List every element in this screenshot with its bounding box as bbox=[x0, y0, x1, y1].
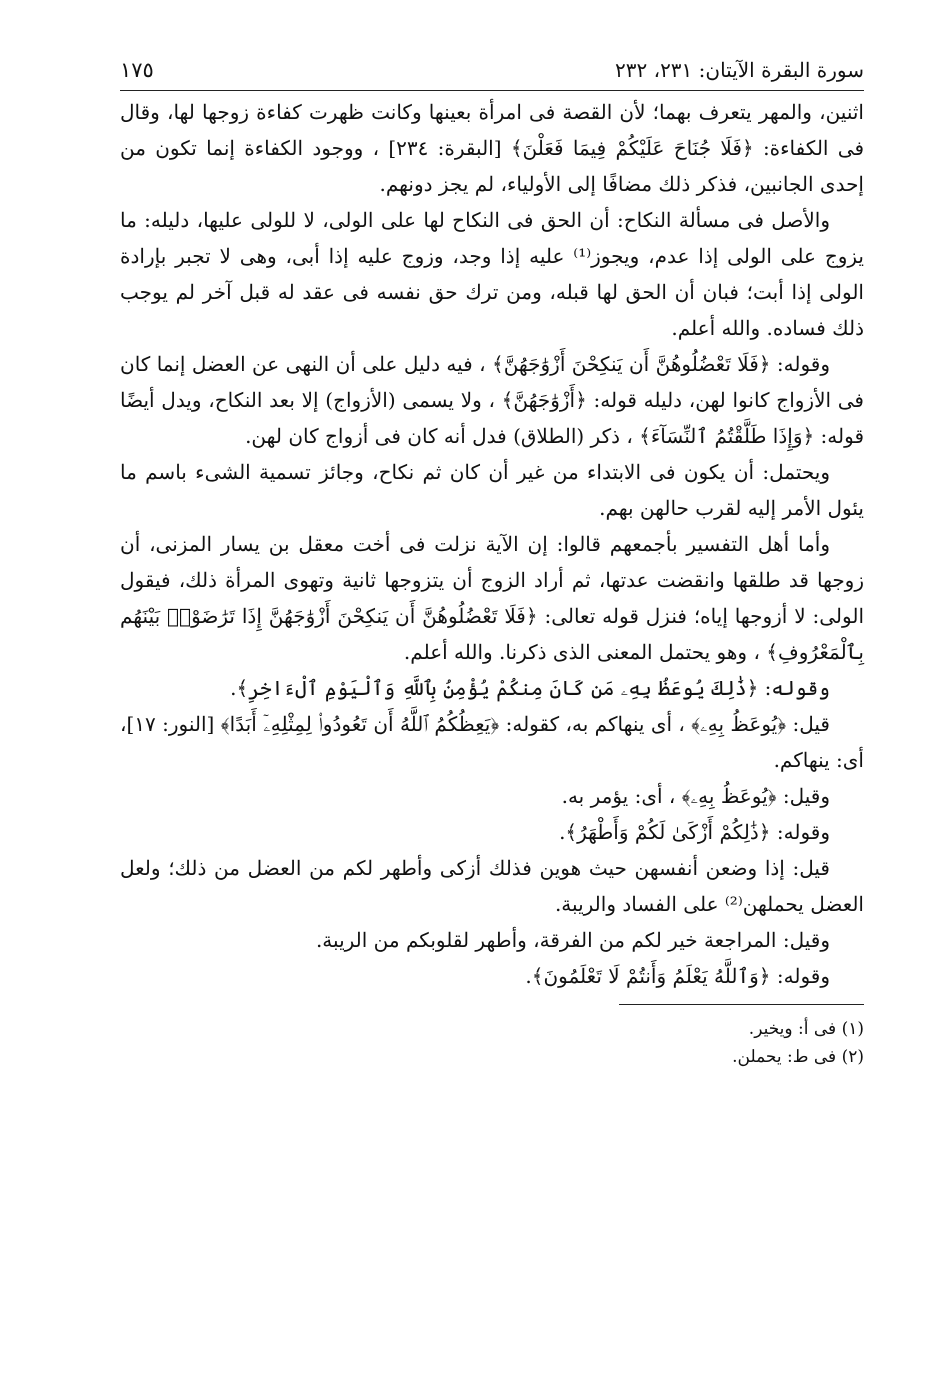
paragraph-11: وقيل: المراجعة خير لكم من الفرقة، وأطهر لقلوبكم من الريبة. bbox=[315, 928, 830, 952]
paragraph-5: وأما أهل التفسير بأجمعهم قالوا: إن الآية نزلت فى أخت معقل بن يسار المزنى، أن زوجها قد طلقها وانقضت عدتها، ثم أراد الزوج أن يتزوجها ثانية وتهوى المرأة ذلك، فيقول الولى: لا أزوجها إياه؛ فنزل قوله تعالى: ﴿فَلَا تَعْضُلُوهُنَّ أَن يَنكِحْنَ أَزْوَٰجَهُنَّ إِذَا تَرَٰضَوْا۟ بَيْنَهُم بِٱلْمَعْرُوفِ﴾ ، وهو يحتمل المعنى الذى ذكرنا. والله أعلم. bbox=[120, 532, 864, 664]
surah-title: سورة البقرة الآيتان: ٢٣١، ٢٣٢ bbox=[615, 58, 864, 82]
paragraph-4: ويحتمل: أن يكون فى الابتداء من غير أن كان ثم نكاح، وجائز تسمية الشىء باسم ما يئول الأمر إليه لقرب حالهن بهم. bbox=[120, 460, 864, 520]
page-header bbox=[120, 50, 864, 91]
footnote-2: (٢) فى ط: يحملن. bbox=[732, 1047, 864, 1067]
paragraph-7: قيل: ﴿يُوعَظُ بِهِۦ﴾ ، أى ينهاكم به، كقوله: ﴿يَعِظُكُمُ ٱللَّهُ أَن تَعُودُوا۟ لِمِثْلِهِۦٓ أَبَدًا﴾ [النور: ١٧]، أى: ينهاكم. bbox=[120, 712, 864, 772]
paragraph-1: اثنين، والمهر يتعرف بهما؛ لأن القصة فى امرأة بعينها وكانت ظهرت كفاءة زوجها لها، وقال فى الكفاءة: ﴿فَلَا جُنَاحَ عَلَيْكُمْ فِيمَا فَعَلْنَ﴾ [البقرة: ٢٣٤] ، ووجود الكفاءة إنما تكون من إحدى الجانبين، فذكر ذلك مضافًا إلى الأولياء، لم يجز دونهم. bbox=[120, 100, 864, 196]
footnote-separator bbox=[619, 1004, 864, 1005]
footnote-1: (١) فى أ: ويخير. bbox=[748, 1019, 864, 1039]
paragraph-2: والأصل فى مسألة النكاح: أن الحق فى النكاح لها على الولى، لا للولى عليها، دليله: ما يزوج على الولى إذا عدم، ويجوز⁽¹⁾ عليه إذا وجد، وزوج عليه إذا أبى، وهى لا تجبر بإرادة الولى إذا أبت؛ فبان أن الحق لها قبله، ومن ترك حق نفسه فى عقد له قبل آخر لم يوجب ذلك فساده. والله أعلم. bbox=[120, 208, 864, 340]
paragraph-6: وقوله: ﴿ذَٰلِكَ يُوعَظُ بِهِۦ مَن كَانَ مِنكُمْ يُؤْمِنُ بِٱللَّهِ وَٱلْيَوْمِ ٱلْءَاخِرِ﴾. bbox=[230, 676, 830, 700]
footnote-separator-wrap bbox=[120, 994, 864, 1005]
paragraph-9: وقوله: ﴿ذَٰلِكُمْ أَزْكَىٰ لَكُمْ وَأَطْهَرُ﴾. bbox=[559, 820, 830, 844]
main-text bbox=[120, 91, 864, 994]
footnotes bbox=[120, 1015, 864, 1071]
paragraph-12: وقوله: ﴿وَٱللَّهُ يَعْلَمُ وَأَنتُمْ لَا تَعْلَمُونَ﴾. bbox=[525, 964, 830, 988]
paragraph-3: وقوله: ﴿فَلَا تَعْضُلُوهُنَّ أَن يَنكِحْنَ أَزْوَٰجَهُنَّ﴾ ، فيه دليل على أن النهى عن العضل إنما كان فى الأزواج كانوا لهن، دليله قوله: ﴿أَزْوَٰجَهُنَّ﴾ ، ولا يسمى (الأزواج) إلا بعد النكاح، ويدل أيضًا قوله: ﴿وَإِذَا طَلَّقْتُمُ ٱلنِّسَآءَ﴾ ، ذكر (الطلاق) فدل أنه كان فى أزواج كان لهن. bbox=[120, 352, 864, 448]
paragraph-8: وقيل: ﴿يُوعَظُ بِهِۦ﴾ ، أى: يؤمر به. bbox=[561, 784, 830, 808]
page-number: ١٧٥ bbox=[120, 58, 154, 82]
paragraph-10: قيل: إذا وضعن أنفسهن حيث هوين فذلك أزكى وأطهر لكم من العضل من ذلك؛ ولعل العضل يحملهن⁽²⁾ على الفساد والريبة. bbox=[120, 856, 864, 916]
